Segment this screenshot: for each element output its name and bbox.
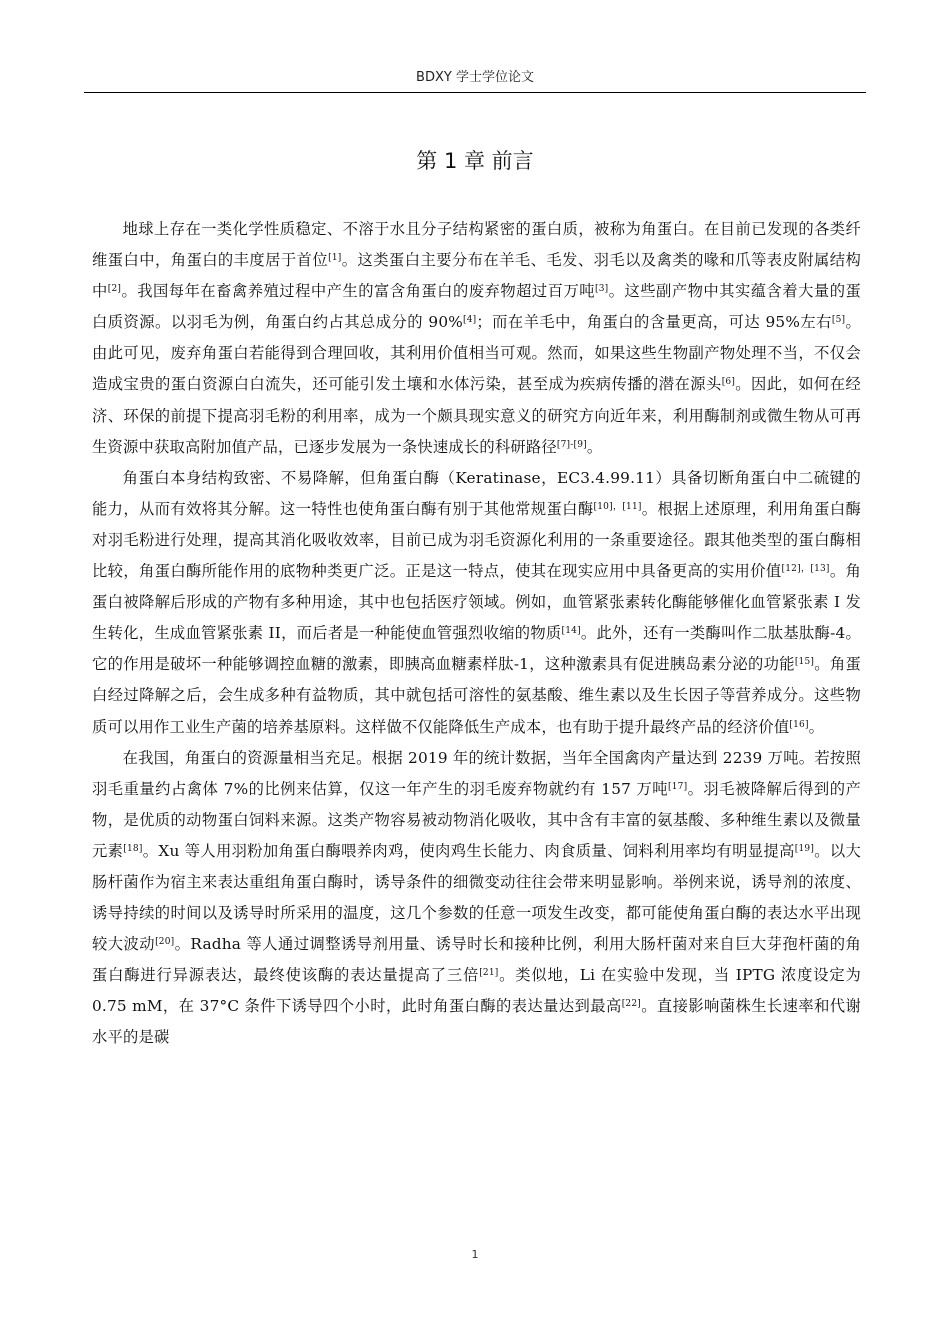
citation-marker: [16] — [789, 719, 809, 730]
citation-marker: [21] — [479, 968, 499, 979]
citation-marker: [20] — [155, 937, 175, 948]
paragraph-2: 角蛋白本身结构致密、不易降解，但角蛋白酶（Keratinase，EC3.4.99.11）具备切断角蛋白中二硫键的能力，从而有效将其分解。这一特性也使角蛋白酶有别于其他常规蛋白酶[10]，[11]。根据上述原理，利用角蛋白酶对羽毛粉进行处理，提高其消化吸收效率，目前已成为羽毛资源化利用的一条重要途径。跟其他类型的蛋白酶相比较，角蛋白酶所能作用的底物种类更广泛。正是这一特点，使其在现实应用中具备更高的实用价值[12]，[13]。角蛋白被降解后形成的产物有多种用途，其中也包括医疗领域。例如，血管紧张素转化酶能够催化血管紧张素 I 发生转化，生成血管紧张素 II，而后者是一种能使血管强烈收缩的物质[14]。此外，还有一类酶叫作二肽基肽酶-4。它的作用是破坏一种能够调控血糖的激素，即胰高血糖素样肽-1，这种激素具有促进胰岛素分泌的功能[15]。角蛋白经过降解之后，会生成多种有益物质，其中就包括可溶性的氨基酸、维生素以及生长因子等营养成分。这些物质可以用作工业生产菌的培养基原料。这样做不仅能降低生产成本，也有助于提升最终产品的经济价值[16]。 — [92, 468, 862, 736]
header-divider — [84, 92, 866, 93]
chapter-title: 第 1 章 前言 — [416, 149, 534, 173]
citation-marker: [6] — [721, 377, 736, 388]
citation-marker: [7]-[9] — [556, 439, 587, 450]
citation-marker: [14] — [561, 626, 581, 637]
paragraph-3: 在我国，角蛋白的资源量相当充足。根据 2019 年的统计数据，当年全国禽肉产量达到 2239 万吨。若按照羽毛重量约占禽体 7%的比例来估算，仅这一年产生的羽毛废弃物就约有 157 万吨[17]。羽毛被降解后得到的产物，是优质的动物蛋白饲料来源。这类产物容易被动物消化吸收，其中含有丰富的氨基酸、多种维生素以及微量元素[18]。Xu 等人用羽粉加角蛋白酶喂养肉鸡，使肉鸡生长能力、肉食质量、饲料利用率均有明显提高[19]。以大肠杆菌作为宿主来表达重组角蛋白酶时，诱导条件的细微变动往往会带来明显影响。举例来说，诱导剂的浓度、诱导持续的时间以及诱导时所采用的温度，这几个参数的任意一项发生改变，都可能使角蛋白酶的表达水平出现较大波动[20]。Radha 等人通过调整诱导剂用量、诱导时长和接种比例，利用大肠杆菌对来自巨大芽孢杆菌的角蛋白酶进行异源表达，最终使该酶的表达量提高了三倍[21]。类似地，Li 在实验中发现，当 IPTG 浓度设定为 0.75 mM，在 37°C 条件下诱导四个小时，此时角蛋白酶的表达量达到最高[22]。直接影响菌株生长速率和代谢水平的是碳 — [92, 748, 861, 1047]
citation-marker: [5] — [831, 315, 846, 326]
paragraph-1: 地球上存在一类化学性质稳定、不溶于水且分子结构紧密的蛋白质，被称为角蛋白。在目前已发现的各类纤维蛋白中，角蛋白的丰度居于首位[1]。这类蛋白主要分布在羊毛、毛发、羽毛以及禽类的喙和爪等表皮附属结构中[2]。我国每年在畜禽养殖过程中产生的富含角蛋白的废弃物超过百万吨[3]。这些副产物中其实蕴含着大量的蛋白质资源。以羽毛为例，角蛋白约占其总成分的 90%[4]；而在羊毛中，角蛋白的含量更高，可达 95%左右[5]。由此可见，废弃角蛋白若能得到合理回收，其利用价值相当可观。然而，如果这些生物副产物处理不当，不仅会造成宝贵的蛋白资源白白流失，还可能引发土壤和水体污染，甚至成为疾病传播的潜在源头[6]。因此，如何在经济、环保的前提下提高羽毛粉的利用率，成为一个颇具现实意义的研究方向近年来，利用酶制剂或微生物从可再生资源中获取高附加值产品，已逐步发展为一条快速成长的科研路径[7]-[9]。 — [92, 220, 861, 456]
citation-marker: [18] — [123, 843, 143, 854]
citation-marker: [2] — [107, 284, 122, 295]
citation-marker: [12]，[13] — [781, 564, 830, 575]
page-number: 1 — [471, 1248, 479, 1261]
citation-marker: [1] — [328, 253, 342, 264]
running-header: BDXY 学士学位论文 — [416, 70, 534, 85]
citation-marker: [10]，[11] — [593, 501, 642, 512]
citation-marker: [17] — [668, 781, 688, 792]
body-text — [92, 214, 861, 1054]
citation-marker: [22] — [621, 999, 641, 1010]
citation-marker: [19] — [794, 843, 815, 854]
citation-marker: [4] — [463, 315, 477, 326]
citation-marker: [15] — [794, 657, 815, 668]
citation-marker: [3] — [595, 284, 609, 295]
